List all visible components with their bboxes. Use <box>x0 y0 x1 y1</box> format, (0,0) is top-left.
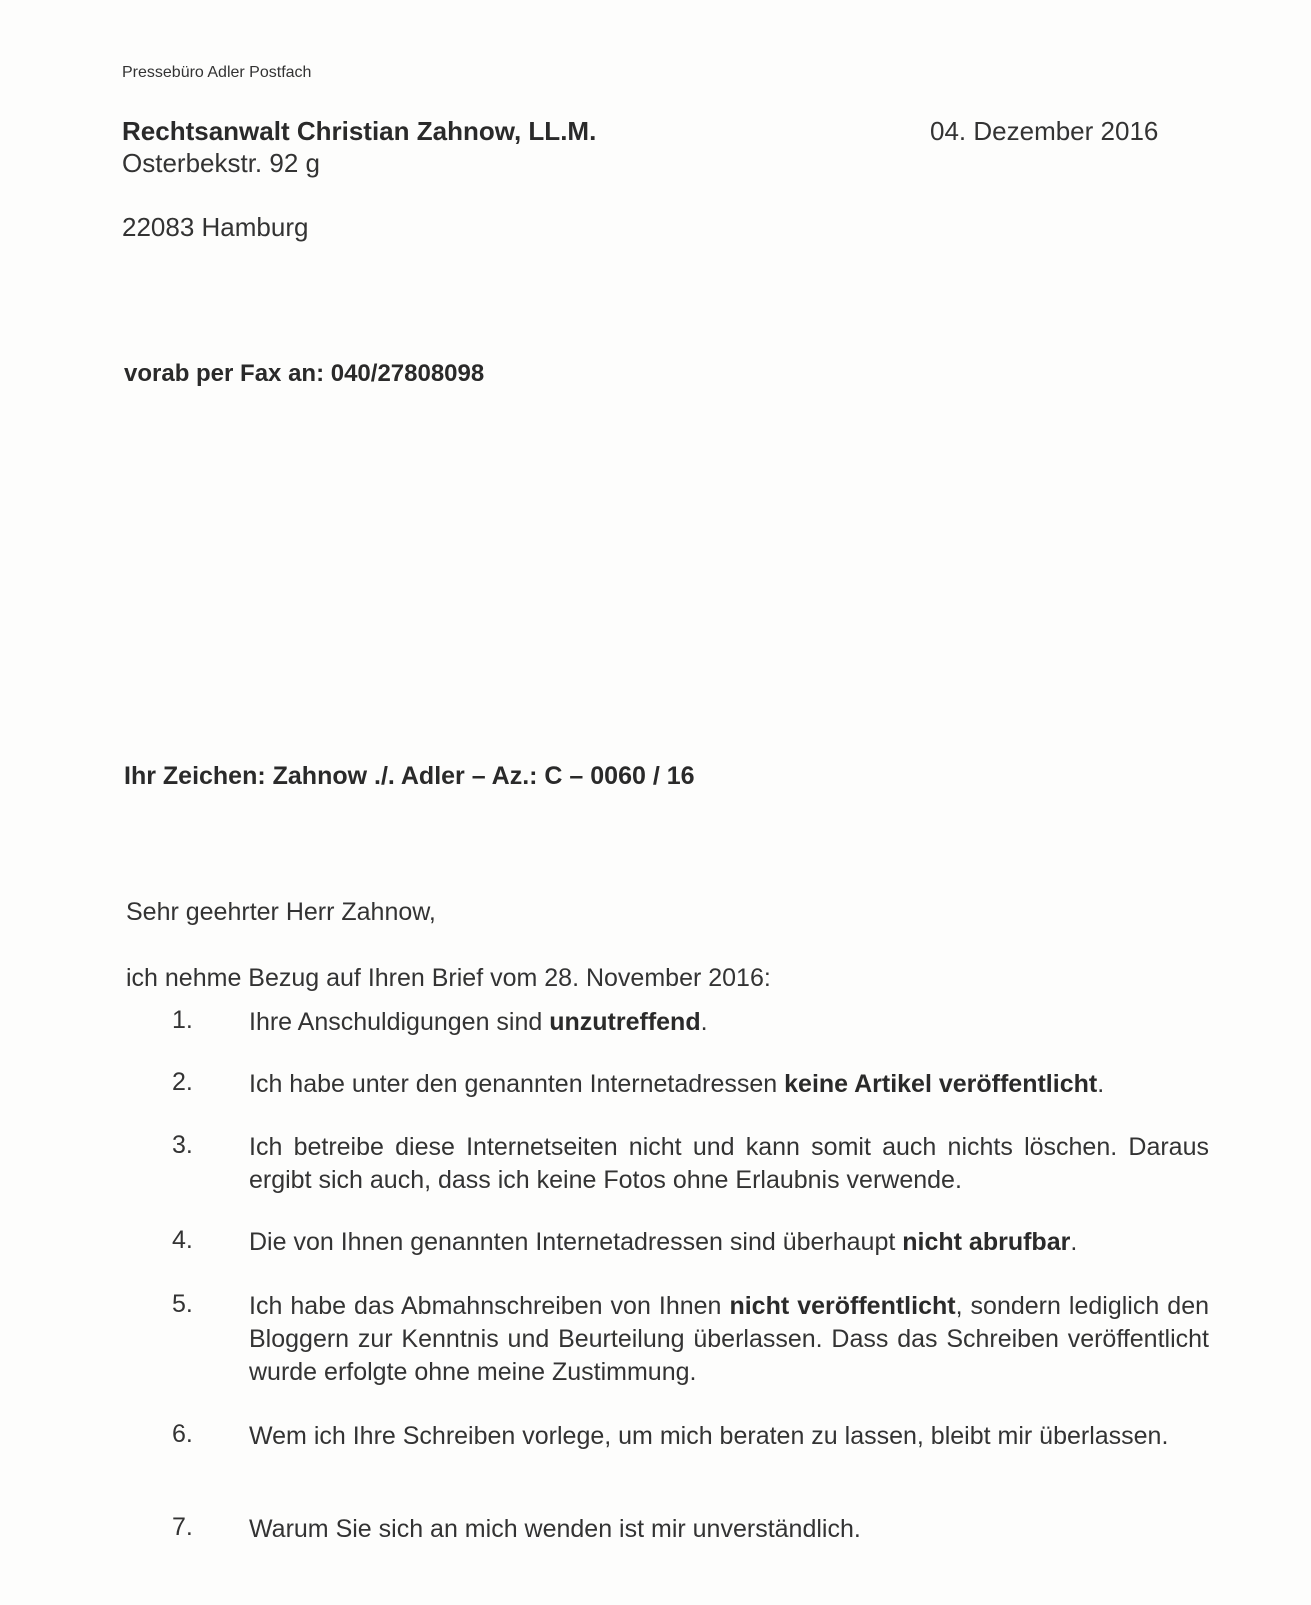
list-item-number: 3. <box>172 1131 193 1159</box>
sender-line: Pressebüro Adler Postfach <box>122 64 312 81</box>
recipient-name: Rechtsanwalt Christian Zahnow, LL.M. <box>122 116 597 146</box>
list-item-number: 1. <box>172 1006 193 1034</box>
list-item-text: Ich betreibe diese Internetseiten nicht und kann somit auch nichts löschen. Daraus ergibt sich auch, dass ich keine Fotos ohne Erlaubnis verwende. <box>249 1133 1209 1194</box>
recipient-city: 22083 Hamburg <box>122 212 309 242</box>
fax-line: vorab per Fax an: 040/27808098 <box>124 360 485 387</box>
letter-date: 04. Dezember 2016 <box>930 116 1159 146</box>
recipient-street: Osterbekstr. 92 g <box>122 148 320 178</box>
list-item-number: 4. <box>172 1226 193 1254</box>
list-item-text: Wem ich Ihre Schreiben vorlege, um mich beraten zu lassen, bleibt mir überlassen. <box>249 1422 1169 1450</box>
list-item-number: 5. <box>172 1290 193 1318</box>
list-item-text: Die von Ihnen genannten Internetadressen sind überhaupt nicht abrufbar. <box>249 1228 1078 1256</box>
list-item-number: 2. <box>172 1068 193 1096</box>
list-item-text: Ich habe unter den genannten Internetadressen keine Artikel veröffentlicht. <box>249 1070 1105 1098</box>
list-item-text: Ich habe das Abmahnschreiben von Ihnen nicht veröffentlicht, sondern lediglich den Bloggern zur Kenntnis und Beurteilung überlassen. Dass das Schreiben veröffentlicht wurde erfolgte ohne meine Zustimmung. <box>249 1292 1210 1386</box>
list-item-number: 6. <box>172 1420 193 1448</box>
reference-line: Ihr Zeichen: Zahnow ./. Adler – Az.: C – 0060 / 16 <box>124 762 695 790</box>
intro-text: ich nehme Bezug auf Ihren Brief vom 28. November 2016: <box>126 964 771 992</box>
list-item-number: 7. <box>172 1513 193 1541</box>
salutation: Sehr geehrter Herr Zahnow, <box>126 898 436 926</box>
list-item-text: Ihre Anschuldigungen sind unzutreffend. <box>249 1008 708 1036</box>
list-item-text: Warum Sie sich an mich wenden ist mir unverständlich. <box>249 1515 861 1543</box>
